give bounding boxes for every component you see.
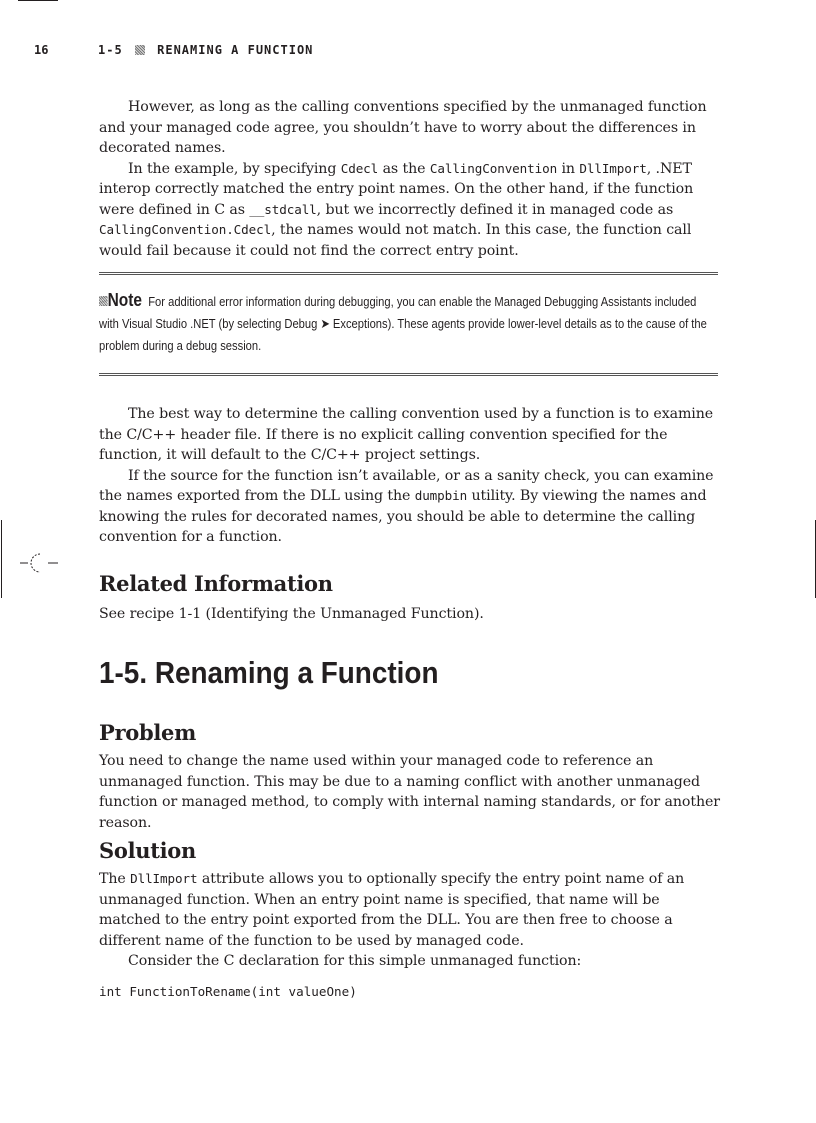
running-header [34, 43, 313, 59]
crop-mark-left [1, 520, 2, 598]
note-body: For additional error information during debugging, you can enable the Managed Debugging Assistants included with Visual Studio .NET (by selecting Debug ➤ Exceptions). These agents provide lower-level details as to the cause of the problem during a debug session. [99, 294, 707, 353]
section-title-block [99, 655, 721, 691]
note-label: Note [107, 290, 142, 310]
inline-code-dllimport: DllImport [579, 160, 647, 176]
code-listing: int FunctionToRename(int valueOne) [99, 983, 357, 999]
registration-mark-icon [20, 551, 60, 575]
page-number: 16 [34, 43, 49, 57]
inline-code-stdcall: __stdcall [249, 201, 317, 217]
running-head-recipe: 1-5 [98, 43, 131, 57]
problem-text: You need to change the name used within your managed code to reference an unmanaged function. This may be due to a naming conflict with another unmanaged function or managed method, to comply with internal naming standards, or for another reason. [99, 753, 720, 831]
inline-code-dllimport-solution: DllImport [130, 871, 198, 886]
paragraph-example: In the example, by specifying Cdecl as the CallingConvention in DllImport, .NET interop correctly matched the entry point names. On the other hand, if the function were defined in C as __stdcall, but we incorrectly defined it in managed code as CallingConvention.Cdecl, the names would not match. In this case, the function call would fail because it could not find the correct entry point. [99, 160, 694, 259]
convention-text [99, 404, 721, 548]
solution-paragraph: The DllImport attribute allows you to optionally specify the entry point name of an unmanaged function. When an entry point name is specified, that name will be matched to the entry point exported from the DLL. You are then free to choose a different name of the function to be used by managed code. [99, 871, 685, 949]
inline-code-callingconvention: CallingConvention [429, 160, 558, 176]
note-text [99, 289, 718, 357]
note-marker-icon [99, 296, 108, 306]
problem-section [99, 720, 721, 833]
solution-consider-paragraph: Consider the C declaration for this simple unmanaged function: [128, 953, 582, 969]
inline-code-dumpbin: dumpbin [414, 488, 468, 503]
section-marker-icon [135, 45, 145, 55]
solution-section [99, 838, 721, 999]
related-information-heading: Related Information [99, 571, 333, 596]
related-information-section [99, 571, 721, 625]
problem-heading: Problem [99, 720, 197, 745]
paragraph-dumpbin: If the source for the function isn’t available, or as a sanity check, you can examine the names exported from the DLL using the dumpbin utility. By viewing the names and knowing the rules for decorated names, you should be able to determine the calling convention for a function. [99, 467, 714, 545]
section-title: 1-5. Renaming a Function [99, 655, 439, 690]
crop-mark-top [18, 0, 58, 1]
solution-heading: Solution [99, 838, 196, 863]
inline-code-callingconvention-cdecl: CallingConvention.Cdecl [99, 222, 272, 237]
paragraph-decorated-names: However, as long as the calling conventions specified by the unmanaged function and your managed code agree, you shouldn’t have to worry about the differences in decorated names. [99, 99, 707, 156]
intro-text [99, 97, 721, 261]
note-box [99, 272, 718, 376]
related-information-text: See recipe 1-1 (Identifying the Unmanaged Function). [99, 606, 484, 622]
paragraph-header-file: The best way to determine the calling convention used by a function is to examine the C/C++ header file. If there is no explicit calling convention specified for the function, it will default to the C/C++ project settings. [99, 406, 714, 463]
running-head-title: RENAMING A FUNCTION [148, 43, 314, 57]
inline-code-cdecl: Cdecl [340, 160, 379, 176]
